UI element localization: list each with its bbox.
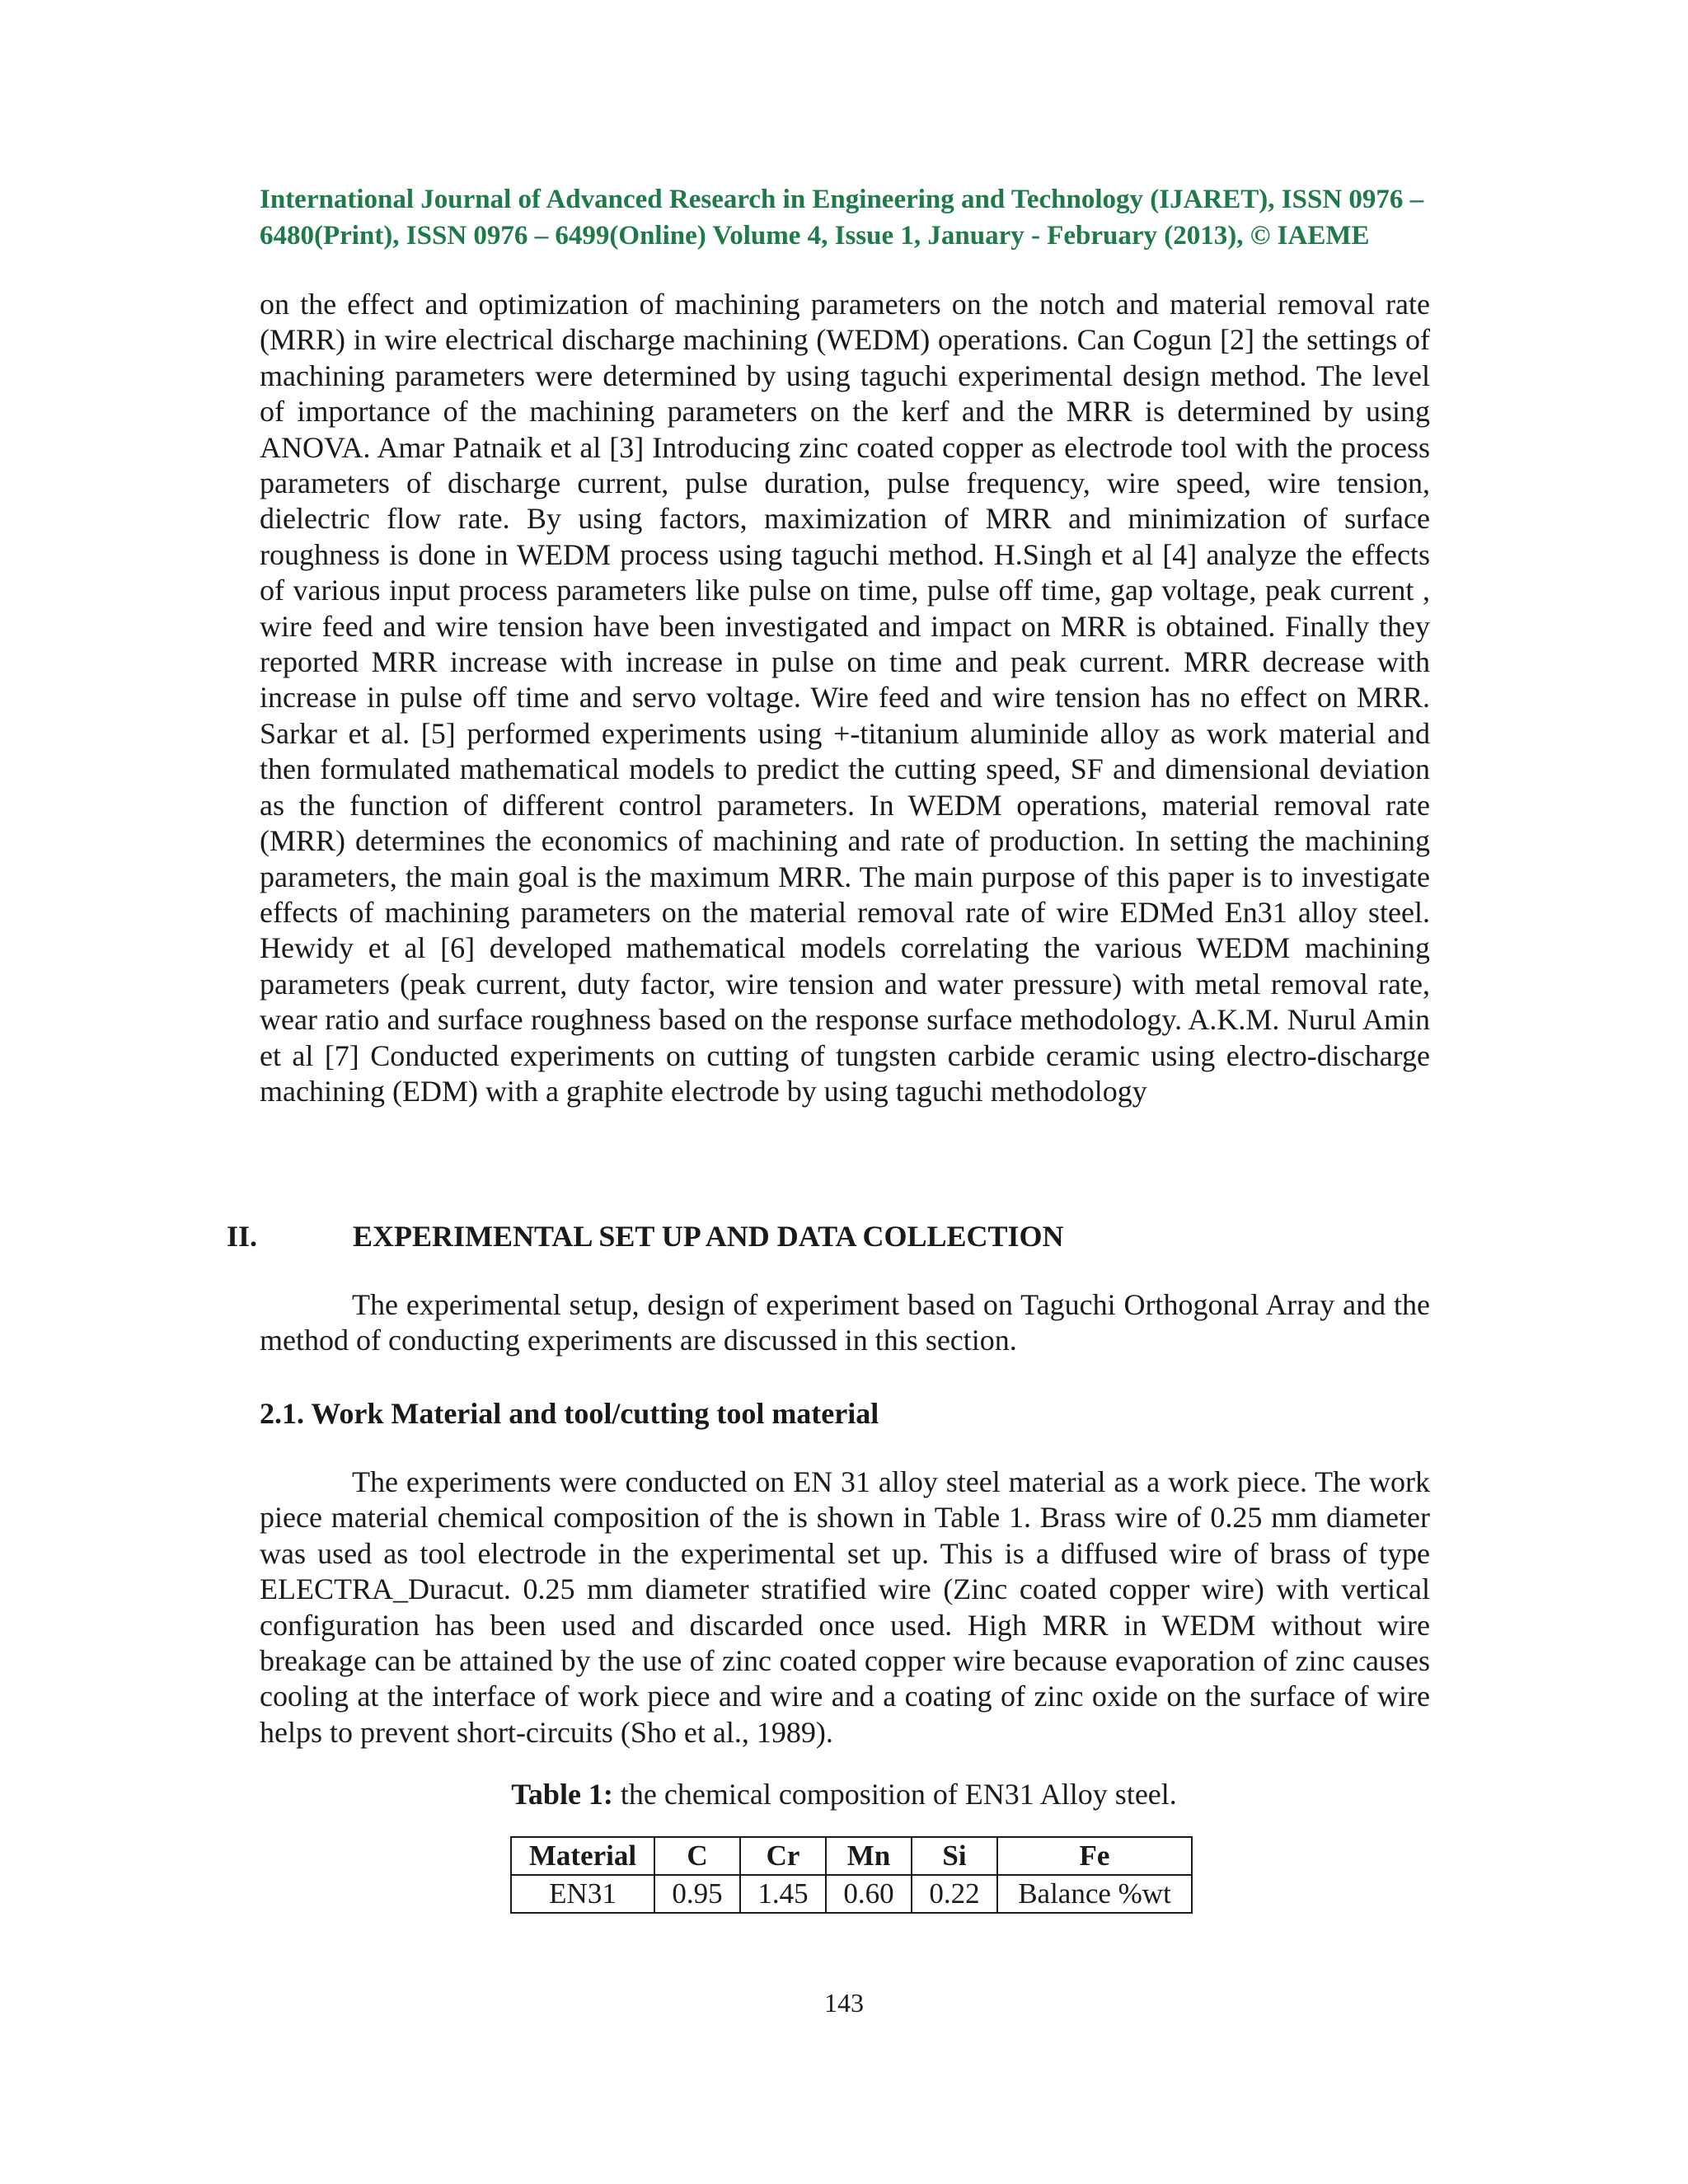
- table-header-cell: Material: [511, 1837, 654, 1875]
- journal-header: [260, 181, 1430, 254]
- table-row: [511, 1875, 1192, 1913]
- table-cell: 0.60: [826, 1875, 912, 1913]
- section-paragraph: The experimental setup, design of experiment based on Taguchi Orthogonal Array and the method of conducting experiments are discussed in this section.: [260, 1288, 1430, 1357]
- table-caption: [0, 1776, 1688, 1812]
- page-number: 143: [824, 1988, 864, 2018]
- table-header-cell: C: [654, 1837, 740, 1875]
- table-header-cell: Mn: [826, 1837, 912, 1875]
- table-caption-label: Table 1:: [511, 1778, 613, 1811]
- table-header-cell: Si: [912, 1837, 997, 1875]
- table-header-cell: Cr: [740, 1837, 826, 1875]
- table-header-row: [511, 1837, 1192, 1875]
- intro-paragraph: on the effect and optimization of machining parameters on the notch and material removal rate (MRR) in wire electrical discharge machining (WEDM) operations. Can Cogun [2] the settings of machining parameters were determined by using taguchi experimental design method. The level of importance of the machining parameters on the kerf and the MRR is determined by using ANOVA. Amar Patnaik et al [3] Introducing zinc coated copper as electrode tool with the process parameters of discharge current, pulse duration, pulse frequency, wire speed, wire tension, dielectric flow rate. By using factors, maximization of MRR and minimization of surface roughness is done in WEDM process using taguchi method. H.Singh et al [4] analyze the effects of various input process parameters like pulse on time, pulse off time, gap voltage, peak current , wire feed and wire tension have been investigated and impact on MRR is obtained. Finally they reported MRR increase with increase in pulse on time and peak current. MRR decrease with increase in pulse off time and servo voltage. Wire feed and wire tension has no effect on MRR. Sarkar et al. [5] performed experiments using +-titanium aluminide alloy as work material and then formulated mathematical models to predict the cutting speed, SF and dimensional deviation as the function of different control parameters. In WEDM operations, material removal rate (MRR) determines the economics of machining and rate of production. In setting the machining parameters, the main goal is the maximum MRR. The main purpose of this paper is to investigate effects of machining parameters on the material removal rate of wire EDMed En31 alloy steel. Hewidy et al [6] developed mathematical models correlating the various WEDM machining parameters (peak current, duty factor, wire tension and water pressure) with metal removal rate, wear ratio and surface roughness based on the response surface methodology. A.K.M. Nurul Amin et al [7] Conducted experiments on cutting of tungsten carbide ceramic using electro-discharge machining (EDM) with a graphite electrode by using taguchi methodology: [260, 288, 1430, 1108]
- table-header-cell: Fe: [997, 1837, 1192, 1875]
- subsection-paragraph: The experiments were conducted on EN 31 alloy steel material as a work piece. The work piece material chemical composition of the is shown in Table 1. Brass wire of 0.25 mm diameter was used as tool electrode in the experimental set up. This is a diffused wire of brass of type ELECTRA_Duracut. 0.25 mm diameter stratified wire (Zinc coated copper wire) with vertical configuration has been used and discarded once used. High MRR in WEDM without wire breakage can be attained by the use of zinc coated copper wire because evaporation of zinc causes cooling at the interface of work piece and wire and a coating of zinc oxide on the surface of wire helps to prevent short-circuits (Sho et al., 1989).: [260, 1465, 1430, 1749]
- table-cell: Balance %wt: [997, 1875, 1192, 1913]
- table-cell: 0.22: [912, 1875, 997, 1913]
- section-title: EXPERIMENTAL SET UP AND DATA COLLECTION: [353, 1220, 1064, 1253]
- table-cell: 1.45: [740, 1875, 826, 1913]
- journal-header-line-1: International Journal of Advanced Research in Engineering and Technology (IJARET), ISSN 0976 –: [260, 185, 1424, 214]
- journal-header-line-2: 6480(Print), ISSN 0976 – 6499(Online) Volume 4, Issue 1, January - February (2013), © IAEME: [260, 221, 1370, 251]
- table-cell: 0.95: [654, 1875, 740, 1913]
- table-caption-text: the chemical composition of EN31 Alloy steel.: [612, 1778, 1177, 1811]
- section-number: II.: [227, 1220, 258, 1253]
- composition-table: [510, 1836, 1193, 1914]
- table-cell: EN31: [511, 1875, 654, 1913]
- subsection-title: 2.1. Work Material and tool/cutting tool material: [260, 1397, 879, 1430]
